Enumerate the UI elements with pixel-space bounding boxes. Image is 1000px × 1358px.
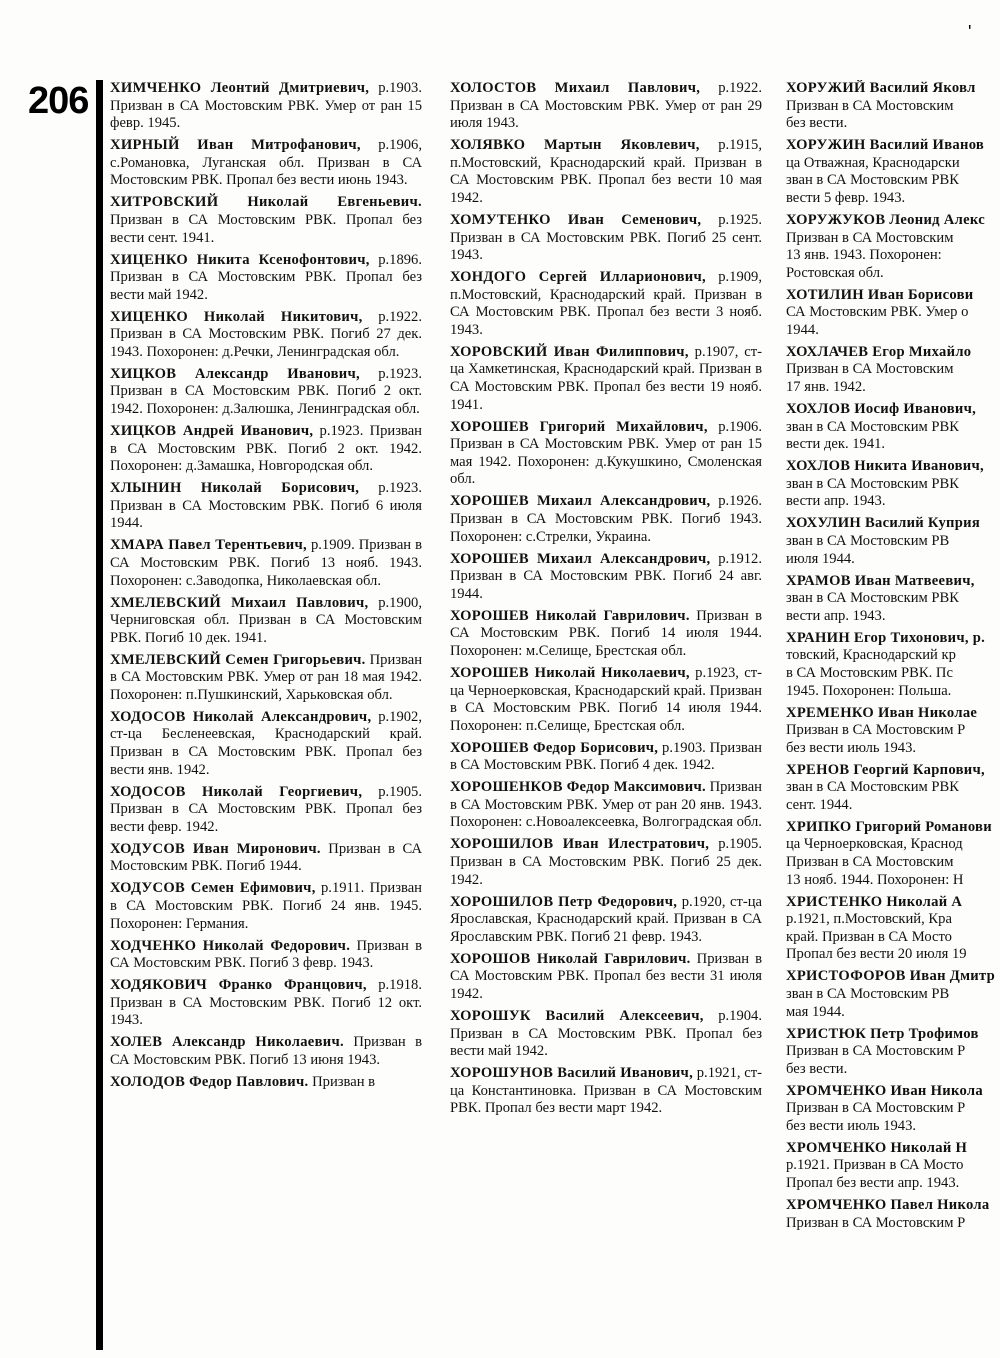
entry-text: р.1896. Призван в СА Мостовским РВК. Пропал без вести май 1942. bbox=[110, 251, 422, 303]
entry-name: ХОРУЖИН Василий Иванов bbox=[786, 137, 985, 154]
entry-text: р.1923. Призван в СА Мостовским РВК. Погиб 2 окт. 1942. Похоронен: д.Замашка, Новгородская обл. bbox=[110, 423, 422, 475]
entry-name: ХОДЯКОВИЧ Франко Францович, bbox=[110, 977, 367, 994]
biography-entry bbox=[110, 537, 422, 590]
biography-entry bbox=[450, 419, 762, 489]
biography-entry bbox=[110, 194, 422, 247]
biography-entry bbox=[450, 951, 762, 1004]
entry-text: р.1925. Призван в СА Мостовским РВК. Погиб 25 сент. 1943. bbox=[450, 211, 762, 264]
entry-text: р.1906, с.Романовка, Луганская обл. Призван в СА Мостовским РВК. Пропал без вести июнь 1943. bbox=[110, 137, 422, 189]
entry-name: ХОРУЖУКОВ Леонид Алекс bbox=[786, 211, 986, 228]
entry-name: ХОРОШУК Василий Алексеевич, bbox=[450, 1007, 704, 1024]
biography-entry bbox=[110, 309, 422, 362]
entry-name: ХОРОШЕВ Федор Борисович, bbox=[450, 739, 659, 756]
biography-entry bbox=[450, 894, 762, 947]
entry-text: р.1922. Призван в СА Мостовским РВК. Умер от ран 29 июля 1943. bbox=[450, 80, 762, 132]
entry-text: Призван в СА Мостовским РВК. Погиб 3 февр. 1943. bbox=[110, 937, 422, 972]
biography-entry bbox=[110, 938, 422, 973]
biography-entry bbox=[110, 709, 422, 779]
entry-text: зван в СА Мостовским РВК вести апр. 1943. bbox=[786, 590, 960, 624]
entry-text: р.1923, ст-ца Черноерковская, Краснодарский край. Призван в СА Мостовским РВК. Погиб 14 июля 1944. Похоронен: п.Селище, Брестская обл. bbox=[450, 664, 762, 734]
entry-text: р.1909, п.Мостовский, Краснодарский край. Призван в СА Мостовским РВК. Пропал без вести 3 нояб. 1943. bbox=[450, 269, 762, 338]
entry-name: ХОМУТЕНКО Иван Семенович, bbox=[450, 211, 702, 228]
biography-entry bbox=[786, 1197, 1000, 1232]
biography-entry bbox=[786, 458, 1000, 511]
biography-entry bbox=[786, 515, 1000, 568]
entry-name: ХМАРА Павел Терентьевич, bbox=[110, 537, 307, 554]
entry-name: ХОРОШЕНКОВ Федор Максимович. bbox=[450, 779, 706, 796]
entry-text: зван в СА Мостовским РВК сент. 1944. bbox=[786, 779, 960, 813]
entry-text: р.1902, ст-ца Бесленеевская, Краснодарский край. Призван в СА Мостовским РВК. Пропал без вести янв. 1942. bbox=[110, 708, 422, 778]
entry-text: р.1903. Призван в СА Мостовским РВК. Умер от ран 15 февр. 1945. bbox=[110, 80, 422, 132]
biography-entry bbox=[786, 894, 1000, 964]
biography-entry bbox=[450, 779, 762, 832]
entry-name: ХЛЫНИН Николай Борисович, bbox=[110, 480, 360, 497]
entry-name: ХОРОШОВ Николай Гаврилович. bbox=[450, 950, 691, 967]
entry-text: р.1923. Призван в СА Мостовским РВК. Погиб 6 июля 1944. bbox=[110, 480, 422, 532]
biography-entry bbox=[786, 212, 1000, 282]
entry-text: Призван в СА Мостовским Р без вести. bbox=[786, 1043, 966, 1077]
entry-name: ХОТИЛИН Иван Борисови bbox=[786, 286, 974, 303]
entry-text: Призван в СА Мостовским Р без вести июль 1943. bbox=[786, 722, 966, 756]
entry-name: ХИЦЕНКО Никита Ксенофонтович, bbox=[110, 251, 370, 268]
entry-name: ХИМЧЕНКО Леонтий Дмитриевич, bbox=[110, 80, 370, 96]
entry-name: ХОЛЕВ Александр Николаевич. bbox=[110, 1034, 344, 1051]
column-rule bbox=[96, 80, 103, 1350]
entry-text: р.1926. Призван в СА Мостовским РВК. Погиб 1943. Похоронен: с.Стрелки, Украина. bbox=[450, 493, 762, 545]
entry-name: ХОДУСОВ Семен Ефимович, bbox=[110, 880, 316, 897]
biography-entry bbox=[786, 1140, 1000, 1193]
entry-text: Призван в СА Мостовским без вести. bbox=[786, 97, 954, 132]
entry-name: ХОРОШИЛОВ Иван Илестратович, bbox=[450, 836, 710, 853]
biography-entry bbox=[450, 740, 762, 775]
entry-name: ХИРНЫЙ Иван Митрофанович, bbox=[110, 137, 361, 154]
entry-text: р.1900, Черниговская обл. Призван в СА Мостовским РВК. Погиб 10 дек. 1941. bbox=[110, 594, 422, 646]
entry-name: ХМЕЛЕВСКИЙ Михаил Павлович, bbox=[110, 594, 369, 611]
entry-name: ХОЛЯВКО Мартын Яковлевич, bbox=[450, 137, 700, 154]
entry-name: ХОНДОГО Сергей Илларионович, bbox=[450, 269, 706, 286]
biography-entry bbox=[110, 595, 422, 648]
entry-text: р.1903. Призван в СА Мостовским РВК. Погиб 4 дек. 1942. bbox=[450, 739, 762, 774]
biography-entry bbox=[110, 137, 422, 190]
biography-entry bbox=[786, 401, 1000, 454]
biography-entry bbox=[450, 608, 762, 661]
biography-entry bbox=[786, 705, 1000, 758]
entry-name: ХРЕМЕНКО Иван Николае bbox=[786, 704, 978, 721]
entry-text: р.1920, ст-ца Ярославская, Краснодарский край. Призван в СА Ярославским РВК. Погиб 21 февр. 1943. bbox=[450, 893, 762, 945]
entry-name: ХОРОШУНОВ Василий Иванович, bbox=[450, 1065, 694, 1082]
entry-text: Призван в СА Мостовским РВК. Умер от ран 20 янв. 1943. Похоронен: с.Новоалексеевка, Волгоградская обл. bbox=[450, 779, 762, 831]
entry-text: Призван в СА Мостовским РВК. Умер от ран 18 мая 1942. Похоронен: п.Пушкинский, Харьковская обл. bbox=[110, 651, 422, 703]
entry-text: р.1905. Призван в СА Мостовским РВК. Пропал без вести февр. 1942. bbox=[110, 783, 422, 835]
entry-name: ХОДЧЕНКО Николай Федорович. bbox=[110, 937, 351, 954]
entry-text: Призван в СА Мостовским РВК. Погиб 13 июня 1943. bbox=[110, 1034, 422, 1068]
biography-entry bbox=[110, 977, 422, 1030]
entry-text: р.1912. Призван в СА Мостовским РВК. Погиб 24 авг. 1944. bbox=[450, 550, 762, 602]
biography-entry bbox=[110, 1034, 422, 1069]
biography-entry bbox=[450, 493, 762, 546]
biography-entry bbox=[786, 137, 1000, 207]
entry-name: ХОРОШИЛОВ Петр Федорович, bbox=[450, 893, 678, 910]
entry-name: ХОРОШЕВ Николай Гаврилович. bbox=[450, 607, 690, 624]
biography-entry bbox=[110, 784, 422, 837]
biography-entry bbox=[450, 836, 762, 889]
entry-text: р.1918. Призван в СА Мостовским РВК. Погиб 12 окт. 1943. bbox=[110, 977, 422, 1029]
biography-entry bbox=[786, 80, 1000, 133]
biography-entry bbox=[450, 1008, 762, 1061]
biography-entry bbox=[110, 1074, 422, 1092]
entry-text: зван в СА Мостовским РВ июля 1944. bbox=[786, 532, 950, 567]
column-1 bbox=[110, 80, 422, 1358]
biography-entry bbox=[450, 1065, 762, 1118]
biography-entry bbox=[450, 212, 762, 265]
biography-entry bbox=[786, 344, 1000, 397]
entry-text: Призван в СА Мостовским РВК. Пропал без вести 31 июля 1942. bbox=[450, 950, 762, 1002]
entry-text: Призван в СА Мостовским 17 янв. 1942. bbox=[786, 361, 954, 396]
entry-name: ХОХУЛИН Василий Куприя bbox=[786, 515, 981, 532]
entry-text: Призван в СА Мостовским Р без вести июль 1943. bbox=[786, 1100, 966, 1134]
entry-name: ХОХЛАЧЕВ Егор Михайло bbox=[786, 343, 972, 360]
biography-entry bbox=[110, 252, 422, 305]
biography-entry bbox=[786, 819, 1000, 889]
column-2 bbox=[450, 80, 762, 1358]
biography-entry bbox=[786, 630, 1000, 700]
entry-name: ХОРУЖИЙ Василий Яковл bbox=[786, 80, 976, 96]
entry-text: р.1904. Призван в СА Мостовским РВК. Пропал без вести май 1942. bbox=[450, 1007, 762, 1060]
entry-name: ХРЕНОВ Георгий Карпович, bbox=[786, 761, 985, 778]
entry-text: р.1905. Призван в СА Мостовским РВК. Погиб 25 дек. 1942. bbox=[450, 836, 762, 888]
entry-text: р.1909. Призван в СА Мостовским РВК. Погиб 13 нояб. 1943. Похоронен: с.Заводопка, Николаевская обл. bbox=[110, 537, 422, 589]
entry-name: ХРИСТЕНКО Николай А bbox=[786, 893, 963, 910]
entry-text: р.1907, ст-ца Хамкетинская, Краснодарский край. Призван в СА Мостовским РВК. Пропал без вести 19 нояб. 1941. bbox=[450, 343, 762, 413]
entry-name: ХОЛОДОВ Федор Павлович. bbox=[110, 1073, 309, 1090]
biography-entry bbox=[786, 1083, 1000, 1136]
biography-entry bbox=[450, 269, 762, 339]
entry-text: ца Отважная, Краснодарски зван в СА Мостовским РВК вести 5 февр. 1943. bbox=[786, 154, 960, 206]
entry-name: ХИЦКОВ Андрей Иванович, bbox=[110, 423, 314, 440]
entry-name: ХРАМОВ Иван Матвеевич, bbox=[786, 572, 975, 589]
entry-name: ХРОМЧЕНКО Николай Н bbox=[786, 1139, 968, 1156]
entry-text: товский, Краснодарский кр в СА Мостовским РВК. Пс 1945. Похоронен: Польша. bbox=[786, 647, 956, 699]
entry-text: р.1921, ст-ца Константиновка. Призван в СА Мостовским РВК. Пропал без вести март 1942. bbox=[450, 1065, 762, 1117]
biography-entry bbox=[110, 652, 422, 705]
corner-mark: ' bbox=[968, 22, 972, 42]
entry-name: ХОРОШЕВ Николай Николаевич, bbox=[450, 664, 690, 681]
entry-text: зван в СА Мостовским РВК вести дек. 1941. bbox=[786, 418, 960, 453]
biography-entry bbox=[786, 968, 1000, 1021]
entry-name: ХМЕЛЕВСКИЙ Семен Григорьевич. bbox=[110, 651, 366, 668]
entry-text: Призван в bbox=[308, 1073, 376, 1090]
entry-name: ХИЦКОВ Александр Иванович, bbox=[110, 365, 360, 382]
page-number: 206 bbox=[28, 80, 89, 122]
entry-name: ХОРОВСКИЙ Иван Филиппович, bbox=[450, 343, 689, 360]
biography-entry bbox=[450, 551, 762, 604]
entry-text: р.1921, п.Мостовский, Кра край. Призван в СА Мосто Пропал без вести 20 июля 19 bbox=[786, 911, 967, 963]
biography-entry bbox=[786, 287, 1000, 340]
entry-name: ХРОМЧЕНКО Иван Никола bbox=[786, 1082, 983, 1099]
biography-entry bbox=[786, 1026, 1000, 1079]
entry-name: ХОДУСОВ Иван Миронович. bbox=[110, 840, 321, 857]
entry-text: Призван в СА Мостовским Р bbox=[786, 1214, 966, 1231]
entry-name: ХИТРОВСКИЙ Николай Евгеньевич. bbox=[110, 194, 422, 211]
biography-entry bbox=[450, 344, 762, 414]
entry-name: ХРИСТОФОРОВ Иван Дмитр bbox=[786, 968, 996, 985]
biography-entry bbox=[450, 137, 762, 207]
entry-text: Призван в СА Мостовским 13 янв. 1943. Похоронен: Ростовская обл. bbox=[786, 229, 954, 281]
entry-name: ХОРОШЕВ Михаил Александрович, bbox=[450, 493, 711, 510]
entry-text: р.1922. Призван в СА Мостовским РВК. Погиб 27 дек. 1943. Похоронен: д.Речки, Ленинградская обл. bbox=[110, 308, 422, 360]
entry-name: ХРИСТЮК Петр Трофимов bbox=[786, 1025, 979, 1042]
biography-entry bbox=[450, 665, 762, 735]
entry-text: Призван в СА Мостовским РВК. Погиб 1944. bbox=[110, 840, 422, 875]
entry-name: ХОДОСОВ Николай Георгиевич, bbox=[110, 783, 363, 800]
entry-name: ХОДОСОВ Николай Александрович, bbox=[110, 708, 372, 725]
biography-entry bbox=[110, 880, 422, 933]
entry-name: ХИЦЕНКО Николай Никитович, bbox=[110, 308, 363, 325]
entry-name: ХРИПКО Григорий Романови bbox=[786, 818, 992, 835]
entry-name: ХОРОШЕВ Григорий Михайлович, bbox=[450, 418, 708, 435]
entry-text: р.1921. Призван в СА Мосто Пропал без вести апр. 1943. bbox=[786, 1157, 964, 1192]
column-3 bbox=[786, 80, 1000, 1358]
biography-entry bbox=[110, 366, 422, 419]
biography-entry bbox=[786, 573, 1000, 626]
entry-text: р.1915, п.Мостовский, Краснодарский край. Призван в СА Мостовским РВК. Пропал без вести 10 мая 1942. bbox=[450, 137, 762, 206]
biography-entry bbox=[110, 80, 422, 133]
entry-name: ХРАНИН Егор Тихонович, р. bbox=[786, 629, 986, 646]
entry-text: р.1923. Призван в СА Мостовским РВК. Погиб 2 окт. 1942. Похоронен: д.Залюшка, Ленинградская обл. bbox=[110, 365, 422, 418]
entry-text: р.1906. Призван в СА Мостовским РВК. Умер от ран 15 мая 1942. Похоронен: д.Кукушкино, Смоленская обл. bbox=[450, 418, 762, 488]
entry-name: ХОРОШЕВ Михаил Александрович, bbox=[450, 550, 711, 567]
entry-text: зван в СА Мостовским РВК вести апр. 1943. bbox=[786, 475, 960, 510]
entry-name: ХОХЛОВ Никита Иванович, bbox=[786, 458, 984, 475]
entry-text: р.1911. Призван в СА Мостовским РВК. Погиб 24 янв. 1945. Похоронен: Германия. bbox=[110, 880, 422, 932]
biography-entry bbox=[786, 762, 1000, 815]
biography-entry bbox=[110, 423, 422, 476]
entry-name: ХОЛОСТОВ Михаил Павлович, bbox=[450, 80, 701, 96]
entry-text: Призван в СА Мостовским РВК. Погиб 14 июля 1944. Похоронен: м.Селище, Брестская обл. bbox=[450, 607, 762, 659]
biography-entry bbox=[450, 80, 762, 133]
biography-entry bbox=[110, 841, 422, 876]
entry-text: Призван в СА Мостовским РВК. Пропал без вести сент. 1941. bbox=[110, 211, 422, 246]
biography-entry bbox=[110, 480, 422, 533]
entry-name: ХРОМЧЕНКО Павел Никола bbox=[786, 1197, 990, 1214]
entry-name: ХОХЛОВ Иосиф Иванович, bbox=[786, 401, 977, 418]
entry-text: ца Черноерковская, Краснод Призван в СА Мостовским 13 нояб. 1944. Похоронен: Н bbox=[786, 836, 964, 888]
entry-text: зван в СА Мостовским РВ мая 1944. bbox=[786, 985, 950, 1020]
entry-text: СА Мостовским РВК. Умер о 1944. bbox=[786, 304, 969, 338]
